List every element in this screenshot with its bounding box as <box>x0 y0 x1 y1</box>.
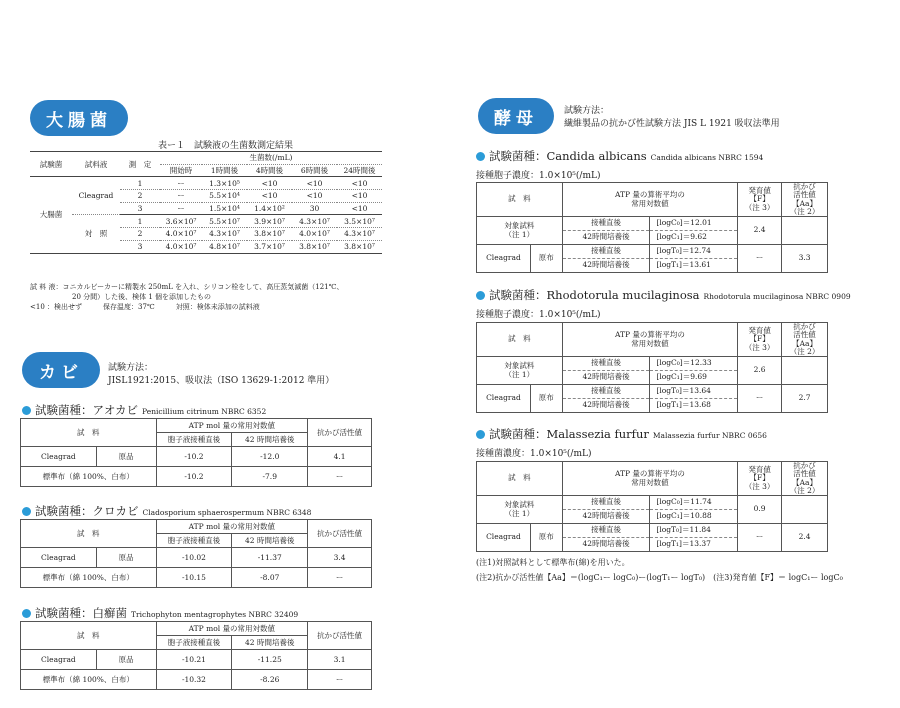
cell: -7.9 <box>232 467 308 487</box>
header-growth: 発育値 【F】 （注 3） <box>738 462 782 496</box>
cell: -10.21 <box>156 650 232 670</box>
bullet-icon <box>22 507 31 516</box>
cell: <10 <box>337 190 382 203</box>
cell: [logC₁]＝9.69 <box>650 371 738 385</box>
cell: ー <box>160 177 202 190</box>
cell: 3.1 <box>308 650 372 670</box>
bullet-icon <box>476 430 485 439</box>
cell: 3.5×10⁷ <box>337 215 382 228</box>
activity-value: 2.7 <box>782 385 828 413</box>
cell: [logT₀]＝11.84 <box>650 524 738 538</box>
header-atp: ATP 量の算術平均の 常用対数値 <box>562 183 737 217</box>
mold-table-1 <box>20 418 372 487</box>
mold-test-title <box>22 402 266 418</box>
method: 繊維製品の抗かび性試験方法 JIS L 1921 吸収法準用 <box>564 119 780 129</box>
concentration: 接種胞子濃度：1.0×10⁵(/mL) <box>476 310 601 320</box>
cell: ー <box>738 245 782 273</box>
header-sample: 試 料 <box>477 183 563 217</box>
header-time: 4時間後 <box>247 164 292 177</box>
cell <box>782 496 828 524</box>
cell: 5.5×10⁷ <box>202 215 247 228</box>
cell: ー <box>738 385 782 413</box>
cell: 4.3×10⁷ <box>292 215 337 228</box>
header-activity: 抗かび 活性値 【Aa】 （注 2） <box>782 323 828 357</box>
cell: 原布 <box>530 245 562 273</box>
cell: 接種直後 <box>562 385 650 399</box>
header-sample: 試料液 <box>72 152 120 177</box>
cell: 1 <box>120 215 160 228</box>
cell: 2 <box>120 228 160 241</box>
cell <box>782 217 828 245</box>
cell: 2 <box>120 190 160 203</box>
cell: 3.8×10⁷ <box>292 240 337 253</box>
growth-value: 2.6 <box>738 357 782 385</box>
species: Trichophyton mentagrophytes NBRC 32409 <box>131 610 299 619</box>
yeast-test-title <box>476 287 851 303</box>
header-sample: 試 料 <box>477 462 563 496</box>
cell: 3.4 <box>308 548 372 568</box>
yeast-test-title <box>476 426 767 442</box>
header-atp: ATP mol 量の常用対数値 <box>156 419 308 433</box>
section-badge-yeast: 酵母 <box>478 98 554 134</box>
cell: 4.3×10⁷ <box>202 228 247 241</box>
cell: [logT₀]＝12.74 <box>650 245 738 259</box>
header-activity: 抗かび活性値 <box>308 520 372 548</box>
cell: 原品 <box>96 447 156 467</box>
target-sample: 対象試料 （注 1） <box>477 217 563 245</box>
cell: Cleagrad <box>21 650 97 670</box>
test-title-text: 試験菌種：Rhodotorula mucilaginosa <box>489 288 700 302</box>
header-atp: ATP 量の算術平均の 常用対数値 <box>562 462 737 496</box>
header-measure: 測 定 <box>120 152 160 177</box>
header-time: 24時間後 <box>337 164 382 177</box>
cell: <10 <box>337 177 382 190</box>
sample-control: 対 照 <box>72 215 120 253</box>
header-time: 開始時 <box>160 164 202 177</box>
cell: [logC₀]＝12.01 <box>650 217 738 231</box>
cell: ー <box>160 202 202 215</box>
bacteria-name: 大腸菌 <box>30 177 72 253</box>
cell <box>782 357 828 385</box>
cell: [logT₁]＝13.68 <box>650 399 738 413</box>
header-sample: 試 料 <box>21 419 157 447</box>
cell: Cleagrad <box>21 548 97 568</box>
cell: 接種直後 <box>562 245 650 259</box>
cell: -12.0 <box>232 447 308 467</box>
cell: 3.8×10⁷ <box>337 240 382 253</box>
yeast-table-1 <box>476 182 828 273</box>
species: Candida albicans NBRC 1594 <box>650 153 764 162</box>
cell: [logC₁]＝9.62 <box>650 231 738 245</box>
cell: ー <box>308 568 372 588</box>
cell: -10.2 <box>156 447 232 467</box>
cell: [logT₁]＝13.61 <box>650 259 738 273</box>
mold-test-title <box>22 605 298 621</box>
cell: 5.5×10⁴ <box>202 190 247 203</box>
cell: 原布 <box>530 385 562 413</box>
header-activity: 抗かび 活性値 【Aa】 （注 2） <box>782 183 828 217</box>
mold-table-3 <box>20 621 372 690</box>
cell: 42時間培養後 <box>562 231 650 245</box>
mold-table-2 <box>20 519 372 588</box>
cell: Cleagrad <box>477 385 531 413</box>
table-title: 表ー１ 試験液の生菌数測定結果 <box>158 141 294 151</box>
cell: 標準布（綿 100%、白布） <box>21 670 157 690</box>
footnote: (注1)対照試料として標準布(綿)を用いた。 <box>476 558 630 567</box>
cell: 1.5×10⁴ <box>202 202 247 215</box>
header-activity: 抗かび活性値 <box>308 622 372 650</box>
cell: 4.3×10⁷ <box>337 228 382 241</box>
note: 20 分間）した後、検体 1 個を添加したもの <box>72 293 212 301</box>
cell: 4.8×10⁷ <box>202 240 247 253</box>
cell: 3.7×10⁷ <box>247 240 292 253</box>
cell: [logC₀]＝11.74 <box>650 496 738 510</box>
concentration: 接種菌濃度：1.0×10⁵(/mL) <box>476 449 592 459</box>
cell: 42時間培養後 <box>562 399 650 413</box>
cell: <10 <box>337 202 382 215</box>
header-after: 胞子液接種直後 <box>156 433 232 447</box>
cell: 3.6×10⁷ <box>160 215 202 228</box>
header-growth: 発育値 【F】 （注 3） <box>738 323 782 357</box>
cell: 4.0×10⁷ <box>292 228 337 241</box>
header-42h: 42 時間培養後 <box>232 636 308 650</box>
header-sample: 試 料 <box>21 520 157 548</box>
cell: -10.2 <box>156 467 232 487</box>
yeast-test-title <box>476 148 763 164</box>
target-sample: 対象試料 （注 1） <box>477 357 563 385</box>
yeast-table-2 <box>476 322 828 413</box>
header-growth: 発育値 【F】 （注 3） <box>738 183 782 217</box>
footnote: (注2)抗かび活性値【Aa】＝(logC₁ー logC₀)ー(logT₁ー logT₀) (注3)発育値【F】＝ logC₁ー logC₀ <box>476 573 843 582</box>
cell: ー <box>308 670 372 690</box>
bullet-icon <box>476 152 485 161</box>
cell: 42時間培養後 <box>562 371 650 385</box>
header-atp: ATP mol 量の常用対数値 <box>156 622 308 636</box>
cell: 3.8×10⁷ <box>247 228 292 241</box>
cell: Cleagrad <box>477 524 531 552</box>
cell: -8.07 <box>232 568 308 588</box>
method-label: 試験方法： <box>564 106 610 116</box>
cell: 標準布（綿 100%、白布） <box>21 568 157 588</box>
cell: [logT₁]＝13.37 <box>650 538 738 552</box>
cell: 接種直後 <box>562 217 650 231</box>
cell: -10.02 <box>156 548 232 568</box>
header-activity: 抗かび 活性値 【Aa】 （注 2） <box>782 462 828 496</box>
activity-value: 2.4 <box>782 524 828 552</box>
header-42h: 42 時間培養後 <box>232 534 308 548</box>
cell: 3.9×10⁷ <box>247 215 292 228</box>
test-title-text: 試験菌種：白癬菌 <box>35 606 127 620</box>
species: Rhodotorula mucilaginosa NBRC 0909 <box>703 292 851 301</box>
header-atp: ATP mol 量の常用対数値 <box>156 520 308 534</box>
cell: 3 <box>120 240 160 253</box>
cell: [logC₀]＝12.33 <box>650 357 738 371</box>
cell: 4.1 <box>308 447 372 467</box>
test-title-text: 試験菌種：Malassezia furfur <box>489 427 649 441</box>
cell: 42時間培養後 <box>562 259 650 273</box>
cell: Cleagrad <box>477 245 531 273</box>
growth-value: 0.9 <box>738 496 782 524</box>
header-after: 胞子液接種直後 <box>156 636 232 650</box>
species: Malassezia furfur NBRC 0656 <box>652 431 767 440</box>
cell: <10 <box>292 190 337 203</box>
cell: ー <box>160 190 202 203</box>
test-title-text: 試験菌種：Candida albicans <box>489 149 647 163</box>
header-activity: 抗かび活性値 <box>308 419 372 447</box>
mold-test-title <box>22 503 311 519</box>
header-time: 1時間後 <box>202 164 247 177</box>
concentration: 接種胞子濃度：1.0×10⁵(/mL) <box>476 171 601 181</box>
cell: 30 <box>292 202 337 215</box>
cell: [logC₁]＝10.88 <box>650 510 738 524</box>
activity-value: 3.3 <box>782 245 828 273</box>
cell: 42時間培養後 <box>562 538 650 552</box>
section-badge-e-coli: 大腸菌 <box>30 100 128 136</box>
header-count: 生菌数(/mL) <box>160 152 382 165</box>
cell: -10.15 <box>156 568 232 588</box>
cell: 原品 <box>96 548 156 568</box>
cell: 原布 <box>530 524 562 552</box>
header-bacteria: 試験菌 <box>30 152 72 177</box>
cell: 1.3×10⁵ <box>202 177 247 190</box>
species: Penicillium citrinum NBRC 6352 <box>142 407 267 416</box>
species: Cladosporium sphaerospermum NBRC 6348 <box>142 508 312 517</box>
cell: 4.0×10⁷ <box>160 228 202 241</box>
target-sample: 対象試料 （注 1） <box>477 496 563 524</box>
section-badge-mold: カビ <box>22 352 100 388</box>
bullet-icon <box>476 291 485 300</box>
note: <10 ：検出せず 保存温度：37℃ 対照：検体未添加の試料液 <box>30 303 260 311</box>
note: 試 料 液：コニカルビーカーに精製水 250mL を入れ、シリコン栓をして、高圧蒸気滅菌（121℃、 <box>30 283 344 291</box>
cell: 1.4×10² <box>247 202 292 215</box>
cell: <10 <box>247 177 292 190</box>
cell: -11.37 <box>232 548 308 568</box>
cell: <10 <box>247 190 292 203</box>
cell: -10.32 <box>156 670 232 690</box>
cell: [logT₀]＝13.64 <box>650 385 738 399</box>
bullet-icon <box>22 406 31 415</box>
method: JISL1921:2015、吸収法（ISO 13629-1:2012 準用） <box>108 376 335 386</box>
cell: 接種直後 <box>562 524 650 538</box>
method-label: 試験方法： <box>108 363 154 373</box>
cell: ー <box>738 524 782 552</box>
yeast-table-3 <box>476 461 828 552</box>
header-atp: ATP 量の算術平均の 常用対数値 <box>562 323 737 357</box>
cell: 3 <box>120 202 160 215</box>
test-title-text: 試験菌種：アオカビ <box>35 403 139 417</box>
cell: 42時間培養後 <box>562 510 650 524</box>
sample-cleagrad: Cleagrad <box>72 177 120 215</box>
test-title-text: 試験菌種：クロカビ <box>35 504 139 518</box>
cell: 接種直後 <box>562 357 650 371</box>
header-42h: 42 時間培養後 <box>232 433 308 447</box>
header-sample: 試 料 <box>477 323 563 357</box>
cell: 接種直後 <box>562 496 650 510</box>
cell: Cleagrad <box>21 447 97 467</box>
cell: <10 <box>292 177 337 190</box>
cell: 1 <box>120 177 160 190</box>
e-coli-table <box>30 151 382 254</box>
cell: -11.25 <box>232 650 308 670</box>
cell: ー <box>308 467 372 487</box>
growth-value: 2.4 <box>738 217 782 245</box>
cell: 4.0×10⁷ <box>160 240 202 253</box>
cell: 標準布（綿 100%、白布） <box>21 467 157 487</box>
bullet-icon <box>22 609 31 618</box>
cell: 原品 <box>96 650 156 670</box>
header-after: 胞子液接種直後 <box>156 534 232 548</box>
header-time: 6時間後 <box>292 164 337 177</box>
cell: -8.26 <box>232 670 308 690</box>
header-sample: 試 料 <box>21 622 157 650</box>
